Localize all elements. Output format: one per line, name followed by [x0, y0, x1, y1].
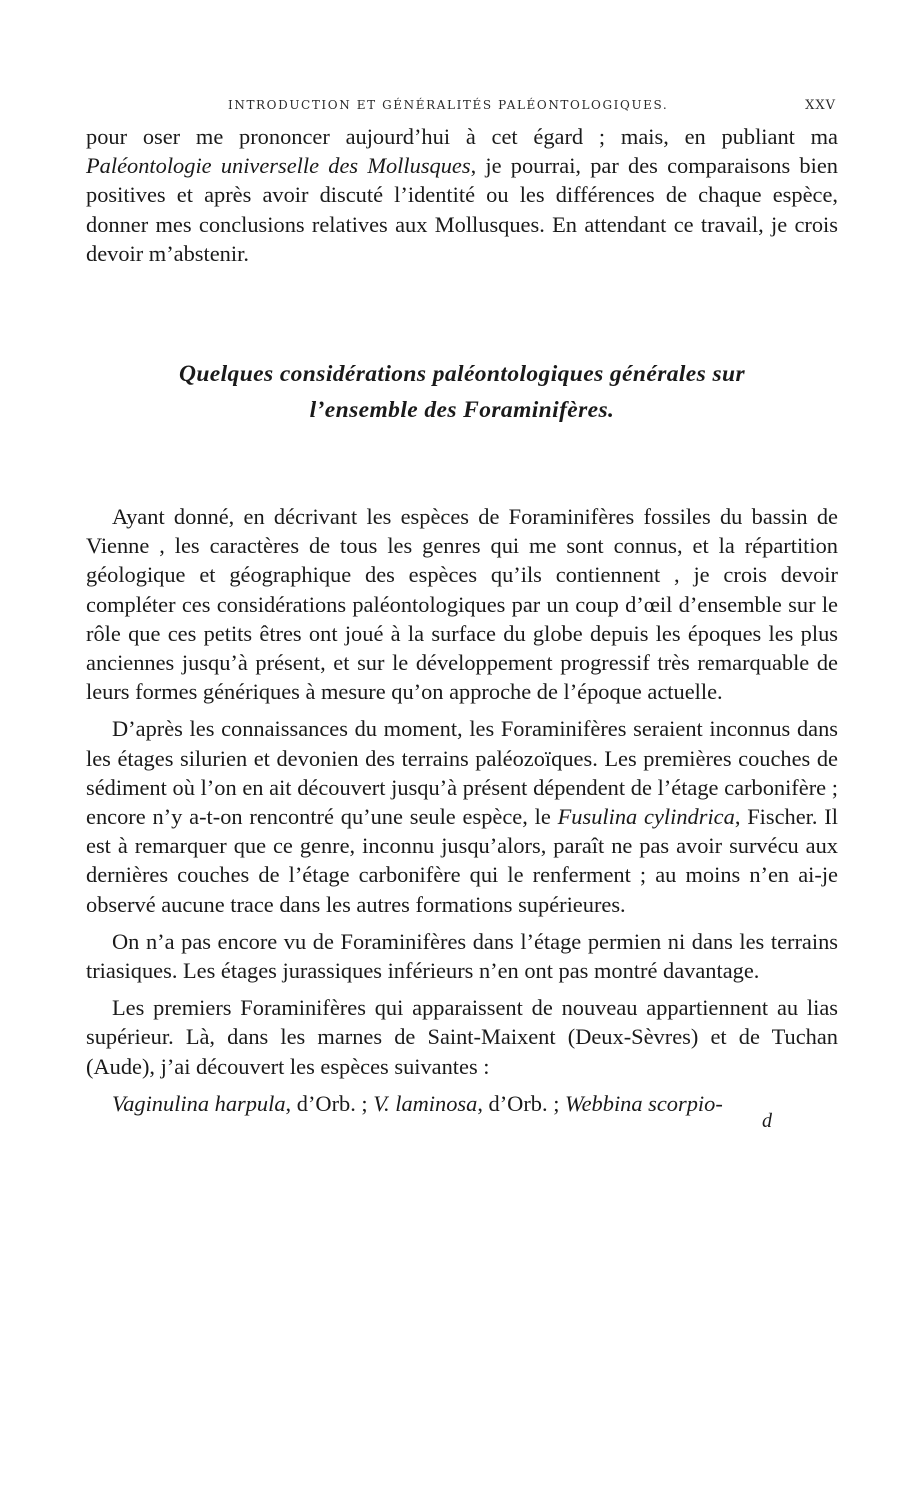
- intro-text-1: pour oser me prononcer aujourd’hui à cet égard ; mais, en publiant ma: [86, 124, 838, 149]
- running-title: INTRODUCTION ET GÉNÉRALITÉS PALÉONTOLOGIQUES.: [228, 98, 669, 112]
- section-heading-line-1: Quelques considérations paléontologiques générales sur: [178, 361, 746, 388]
- section-heading: [86, 356, 838, 428]
- paragraph-2-text-1: D’après les connaissances du moment, les Foraminifères seraient inconnus dans les étages silurien et devonien des terrains paléozoïques. Les premières couches de sédiment où l’on en ait découvert jusqu’à présent dépendent de l’étage carbonifère ; encore n’y a-t-on rencontré qu’une seule espèce, le: [86, 716, 838, 830]
- paragraph-5-text-1: , d’Orb. ;: [285, 1090, 374, 1116]
- page-number: XXV: [805, 98, 836, 113]
- paragraph-2-text-2: , Fischer. Il est à remarquer que ce genre, inconnu jusqu’alors, paraît ne pas avoir survécu aux dernières couches de l’étage carbonifère qui le renferment ; au moins n’en ai-je observé aucune trace dans les autres formations supérieures.: [86, 804, 838, 917]
- paragraph-5-species-3: Webbina scorpio-: [565, 1090, 723, 1116]
- paragraph-3: On n’a pas encore vu de Foraminifères dans l’étage permien ni dans les terrains triasiques. Les étages jurassiques inférieurs n’en ont pas montré davantage.: [86, 928, 838, 984]
- paragraph-5-text-2: , d’Orb. ;: [477, 1090, 566, 1116]
- signature-mark: d: [762, 1110, 772, 1132]
- paragraph-2-species: Fusulina cylindrica: [557, 804, 735, 830]
- paragraph-2: [86, 714, 838, 918]
- book-page: [86, 92, 838, 1132]
- paragraph-1: Ayant donné, en décrivant les espèces de Foraminifères fossiles du bassin de Vienne , les caractères de tous les genres qui me sont connus, et la répartition géologique et géographique des espèces qu’ils contiennent , je crois devoir compléter ces considérations paléontologiques par un coup d’œil d’ensemble sur le rôle que ces petits êtres ont joué à la surface du globe depuis les époques les plus anciennes jusqu’à présent, et sur le développement progressif très remarquable de leurs formes génériques à mesure qu’on approche de l’époque actuelle.: [86, 504, 838, 705]
- running-head: [86, 92, 838, 122]
- intro-paragraph: [86, 122, 838, 268]
- paragraph-5-species-2: V. laminosa: [373, 1090, 478, 1116]
- paragraph-4: Les premiers Foraminifères qui apparaissent de nouveau appartiennent au lias supérieur. Là, dans les marnes de Saint-Maixent (Deux-Sèvres) et de Tuchan (Aude), j’ai découvert les espèces suivantes :: [86, 995, 838, 1079]
- section-heading-line-2: l’ensemble des Foraminifères.: [309, 397, 615, 424]
- body-text: [86, 122, 838, 1118]
- intro-book-title: Paléontologie universelle des Mollusques: [86, 153, 471, 179]
- paragraph-5-species-1: Vaginulina harpula: [112, 1090, 286, 1116]
- paragraph-5: [86, 1089, 838, 1118]
- intro-text-2: , je pourrai, par des comparaisons bien positives et après avoir discuté l’identité ou les différences de chaque espèce, donner mes conclusions relatives aux Mollusques. En attendant ce travail, je crois devoir m’abstenir.: [86, 153, 838, 266]
